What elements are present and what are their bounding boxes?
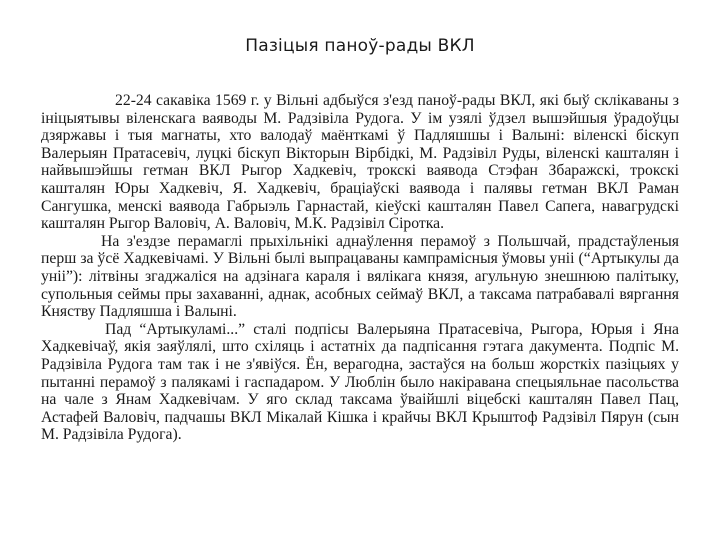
paragraph-2: На з'ездзе перамаглі прыхільнікі аднаўлення перамоў з Польшчай, прадстаўленыя перш за ўсё Хадкевічамі. У Вільні былі выпрацаваны кампрамісныя ўмовы уніі (“Артыкулы да уніі”): літвіны згаджаліся на адзінага караля і вялікага князя, агульную знешнюю палітыку, супольныя сеймы пры захаванні, аднак, асобных сеймаў ВКЛ, а таксама патрабавалі вяргання Княству Падляшша і Валыні.: [41, 232, 679, 321]
paragraph-3: Пад “Артыкуламі...” сталі подпісы Валерыяна Пратасевіча, Рыгора, Юрыя і Яна Хадкевічаў, якія заяўлялі, што схіляць і астатніх да падпісання гэтага дакумента. Подпіс М. Радзівіла Рудога там так і не з'явіўся. Ён, верагодна, застаўся на больш жорсткіх пазіцыях у пытанні перамоў з палякамі і гаспадаром. У Люблін было накіравана спецыяльнае пасольства на чале з Янам Хадкевічам. У яго склад таксама ўваійшлі віцебскі кашталян Павел Пац, Астафей Валовіч, падчашы ВКЛ Мікалай Кішка і крайчы ВКЛ Крыштоф Радзівіл Пярун (сын М. Радзівіла Рудога).: [41, 320, 679, 444]
text-body: [41, 92, 679, 444]
page-title: Пазіцыя паноў-рады ВКЛ: [245, 36, 475, 56]
paragraph-1: 22-24 сакавіка 1569 г. у Вільні адбыўся з'езд паноў-рады ВКЛ, які быў склікаваны з ініцыятывы віленскага ваяводы М. Радзівіла Рудога. У ім узялі ўдзел вышэйшыя ўрадоўцы дзяржавы і тыя магнаты, хто валодаў маёнткамі ў Падляшшы і Валыні: віленскі біскуп Валерыян Пратасевіч, луцкі біскуп Вікторын Вірбідкі, М. Радзівіл Руды, віленскі кашталян і найвышэйшы гетман ВКЛ Рыгор Хадкевіч, трокскі ваявода Стэфан Збаражскі, трокскі кашталян Юры Хадкевіч, Я. Хадкевіч, браціаўскі ваявода і палявы гетман ВКЛ Раман Сангушка, менскі ваявода Габрыэль Гарнастай, кіеўскі кашталян Павел Сапега, навагрудскі кашталян Рыгор Валовіч, А. Валовіч, М.К. Радзівіл Сіротка.: [41, 92, 679, 233]
